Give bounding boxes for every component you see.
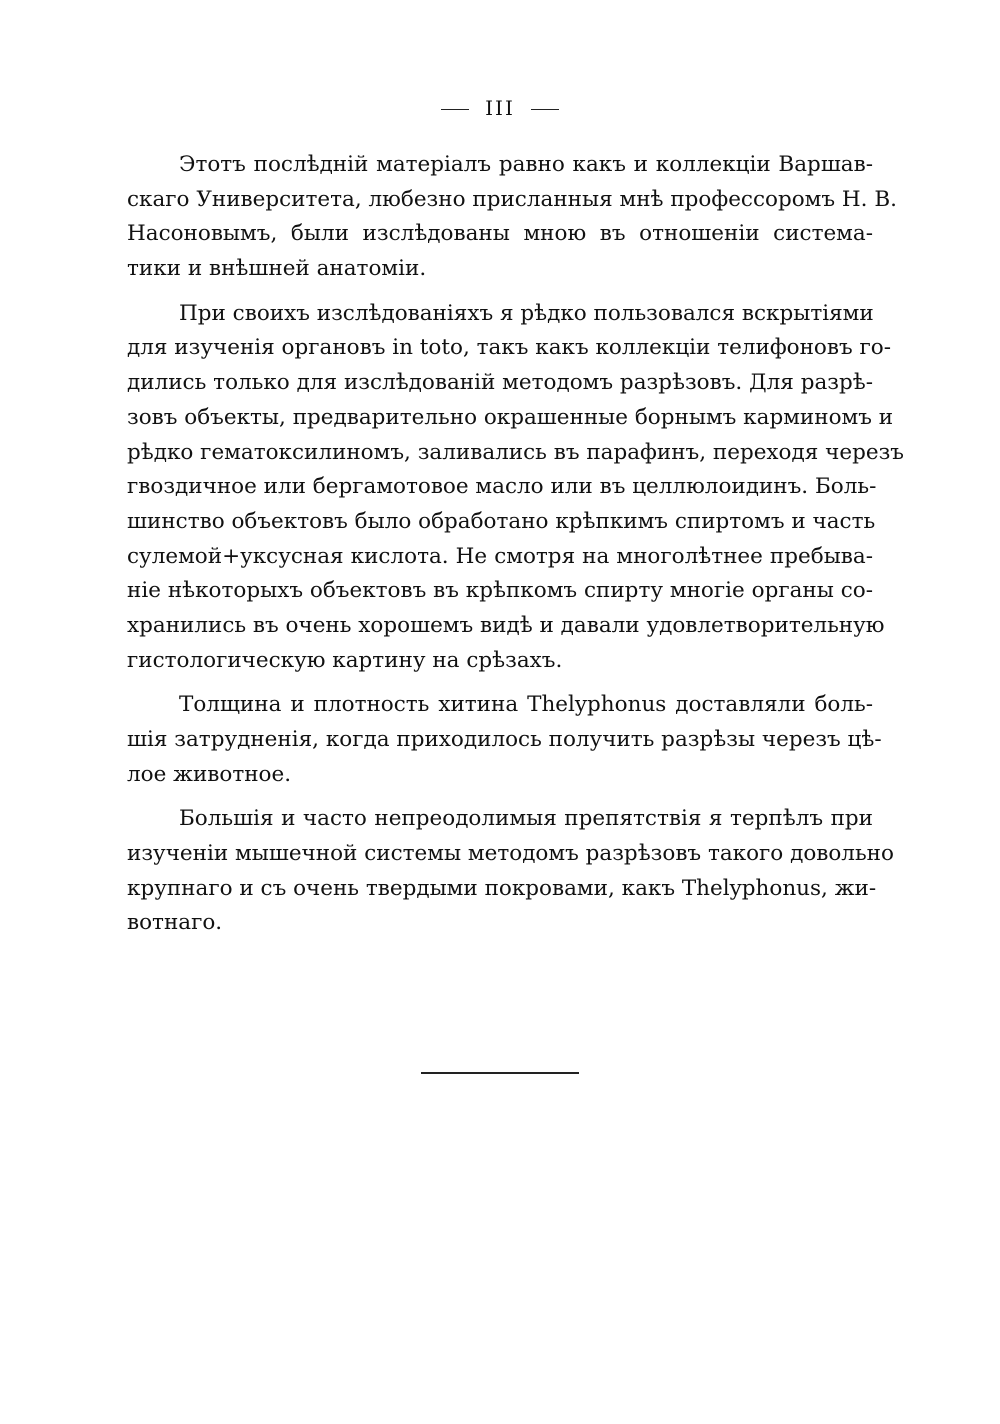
text-line: для изученія органовъ in toto, такъ какъ коллекціи телифоновъ го-	[127, 335, 891, 361]
paragraph-1	[127, 148, 897, 287]
text-line: ніе нѣкоторыхъ объектовъ въ крѣпкомъ спирту многіе органы со-	[127, 578, 873, 604]
text-line: дились только для изслѣдованій методомъ разрѣзовъ. Для разрѣ-	[127, 370, 873, 396]
paragraph-3	[127, 688, 882, 792]
text-line: зовъ объекты, предварительно окрашенные борнымъ карминомъ и	[127, 404, 894, 430]
section-end-rule	[421, 1072, 579, 1074]
paragraph-4	[127, 802, 894, 941]
text-line: вотнаго.	[127, 910, 223, 936]
text-line: рѣдко гематоксилиномъ, заливались въ парафинъ, переходя черезъ	[127, 439, 904, 465]
text-line: изученіи мышечной системы методомъ разрѣзовъ такого довольно	[127, 841, 894, 867]
text-line: шія затрудненія, когда приходилось получить разрѣзы черезъ цѣ-	[127, 727, 882, 752]
page-number-text: III	[485, 96, 515, 120]
text-line: Насоновымъ, были изслѣдованы мною въ отношеніи система-	[127, 221, 873, 247]
text-line: гвоздичное или бергамотовое масло или въ целлюлоидинъ. Боль-	[127, 474, 877, 500]
text-line: тики и внѣшней анатоміи.	[127, 256, 427, 282]
right-dash	[531, 109, 559, 110]
text-line: шинство объектовъ было обработано крѣпкимъ спиртомъ и часть	[127, 508, 876, 534]
text-line: гистологическую картину на срѣзахъ.	[127, 647, 563, 673]
text-line: лое животное.	[127, 761, 292, 787]
page-number	[0, 96, 1000, 120]
text-line: крупнаго и съ очень твердыми покровами, какъ Thelyphonus, жи-	[127, 875, 877, 901]
text-line: Этотъ послѣдній матеріалъ равно какъ и коллекціи Варшав-	[179, 152, 873, 177]
text-line: Большія и часто непреодолимыя препятствія я терпѣлъ при	[179, 806, 873, 832]
text-line: скаго Университета, любезно присланныя мнѣ профессоромъ Н. В.	[127, 186, 897, 212]
left-dash	[441, 109, 469, 110]
text-line: сулемой+уксусная кислота. Не смотря на многолѣтнее пребыва-	[127, 543, 873, 569]
paragraph-2	[127, 297, 904, 679]
text-line: При своихъ изслѣдованіяхъ я рѣдко пользовался вскрытіями	[179, 300, 874, 326]
body-text	[127, 148, 904, 951]
text-line: Толщина и плотность хитина Thelyphonus доставляли боль-	[179, 692, 873, 718]
text-line: хранились въ очень хорошемъ видѣ и давали удовлетворительную	[127, 612, 885, 638]
